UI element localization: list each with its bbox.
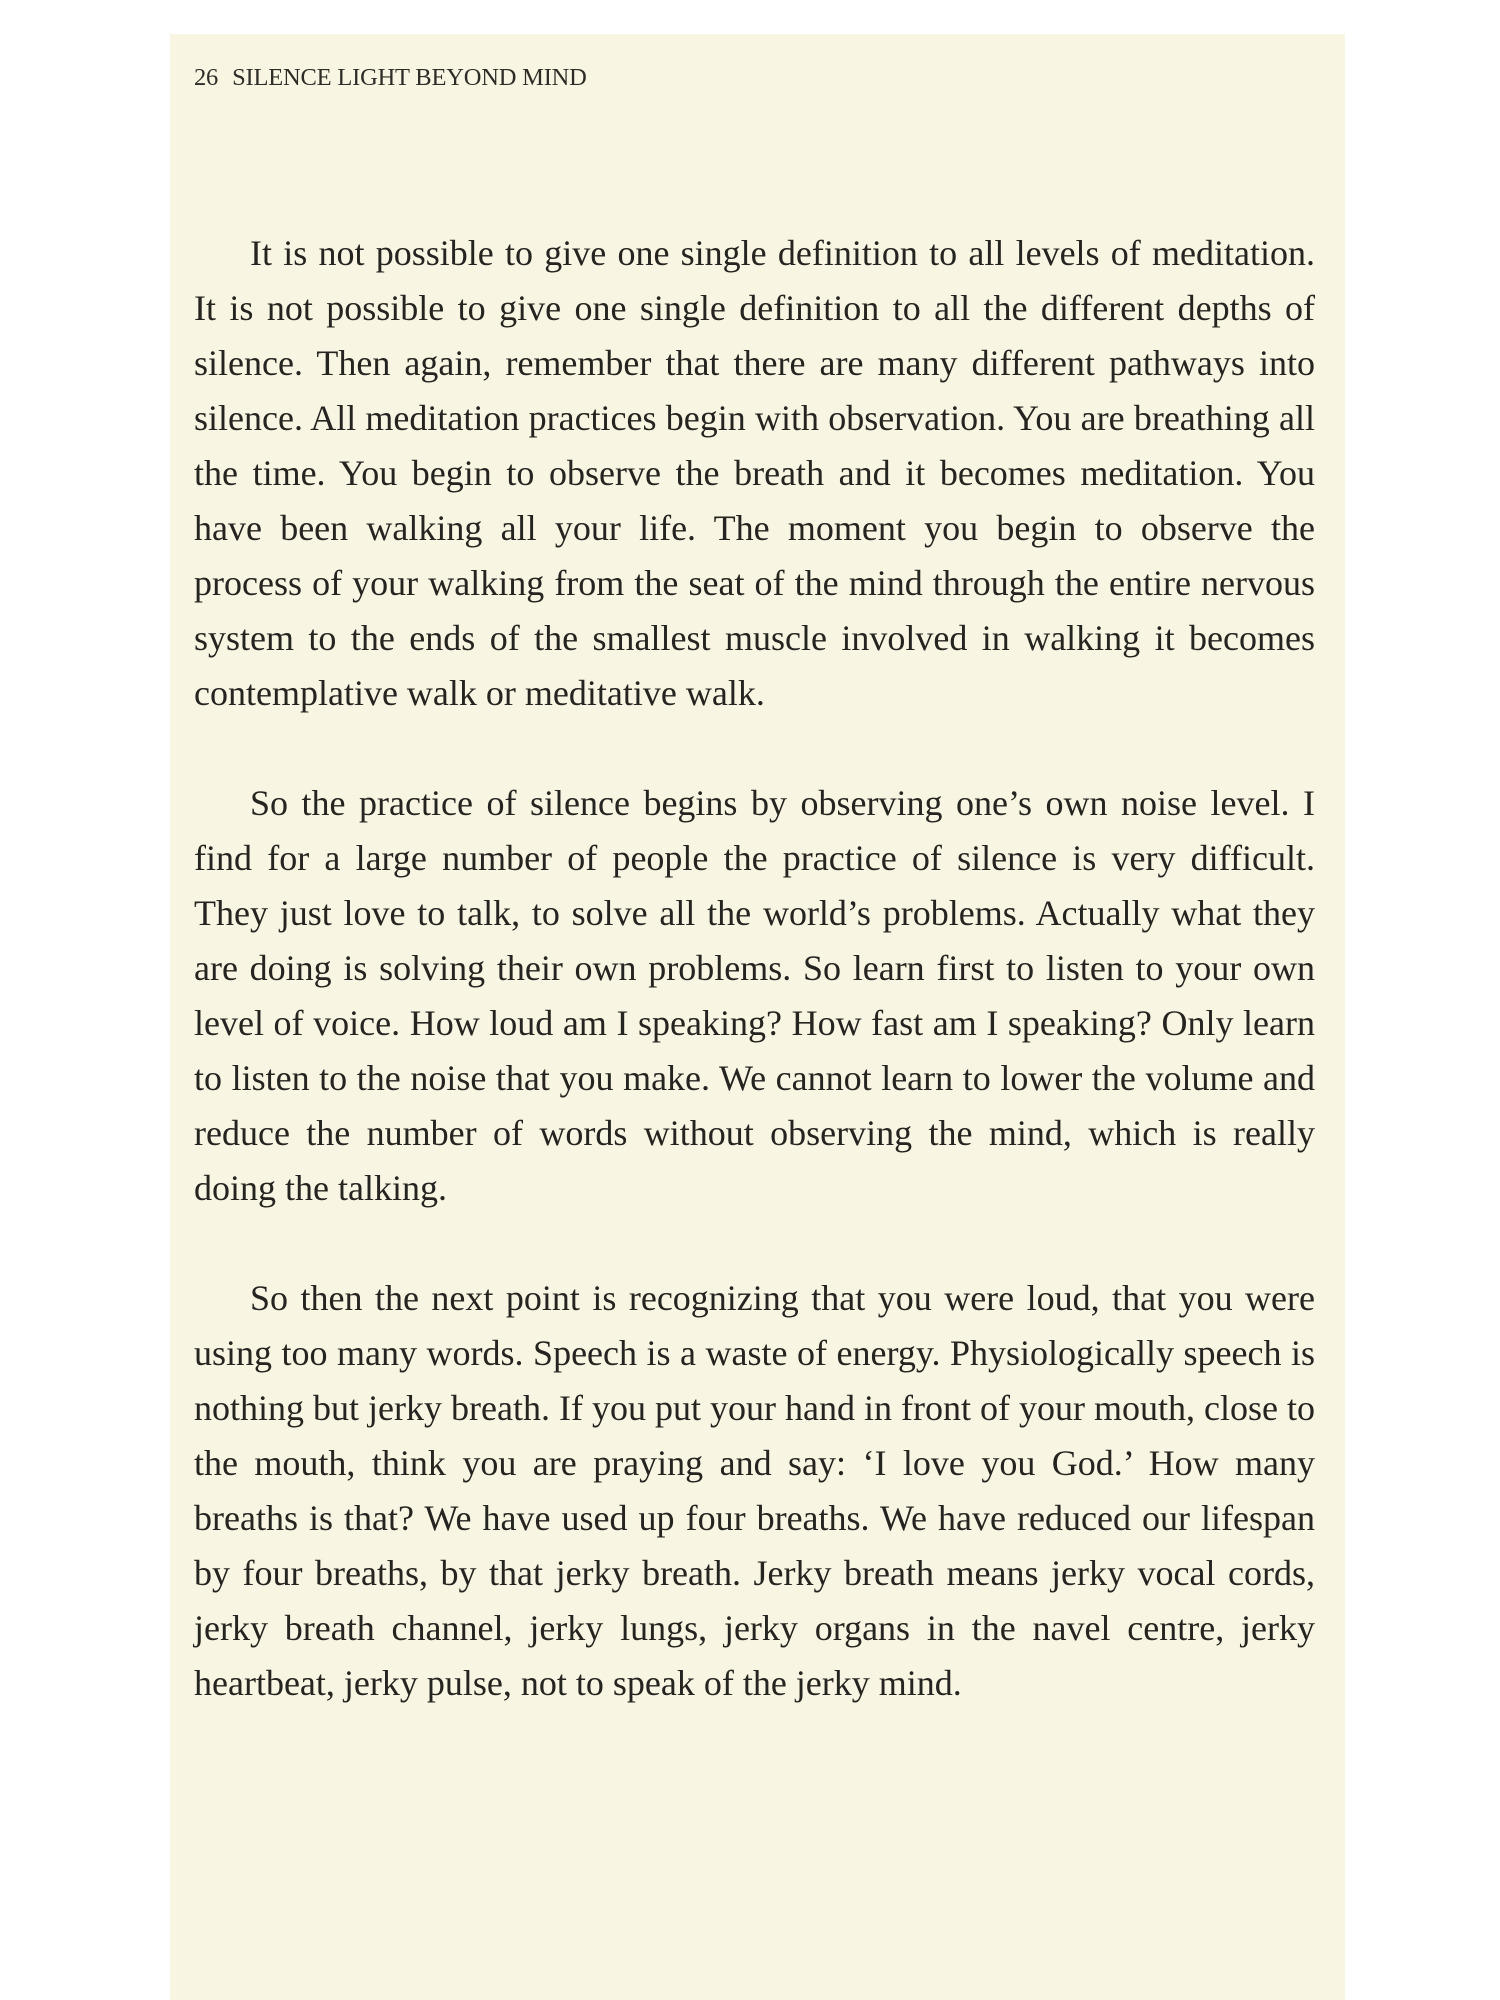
paragraph-3: So then the next point is recognizing that you were loud, that you were using too many words. Speech is a waste of energy. Physiologically speech is nothing but jerky breath. If you put your hand in front of your mouth, close to the mouth, think you are praying and say: ‘I love you God.’ How many breaths is that? We have used up four breaths. We have reduced our lifespan by four breaths, by that jerky breath. Jerky breath means jerky vocal cords, jerky breath channel, jerky lungs, jerky organs in the navel centre, jerky heartbeat, jerky pulse, not to speak of the jerky mind.	[194, 1278, 1315, 1703]
page-number: 26	[194, 64, 219, 91]
paragraph-1: It is not possible to give one single definition to all levels of meditation. It is not possible to give one single definition to all the different depths of silence. Then again, remember that there are many different pathways into silence. All meditation practices begin with observation. You are breathing all the time. You begin to observe the breath and it becomes meditation. You have been walking all your life. The moment you begin to observe the process of your walking from the seat of the mind through the entire nervous system to the ends of the smallest muscle involved in walking it becomes contemplative walk or meditative walk.	[194, 233, 1315, 713]
page-body	[194, 226, 1315, 1711]
running-title: SILENCE LIGHT BEYOND MIND	[232, 64, 587, 91]
paragraph-2: So the practice of silence begins by observing one’s own noise level. I find for a large number of people the practice of silence is very difficult. They just love to talk, to solve all the world’s problems. Actually what they are doing is solving their own problems. So learn first to listen to your own level of voice. How loud am I speaking? How fast am I speaking? Only learn to listen to the noise that you make. We cannot learn to lower the volume and reduce the number of words without observing the mind, which is really doing the talking.	[194, 783, 1315, 1208]
running-header	[194, 64, 587, 92]
book-page	[170, 34, 1345, 2000]
